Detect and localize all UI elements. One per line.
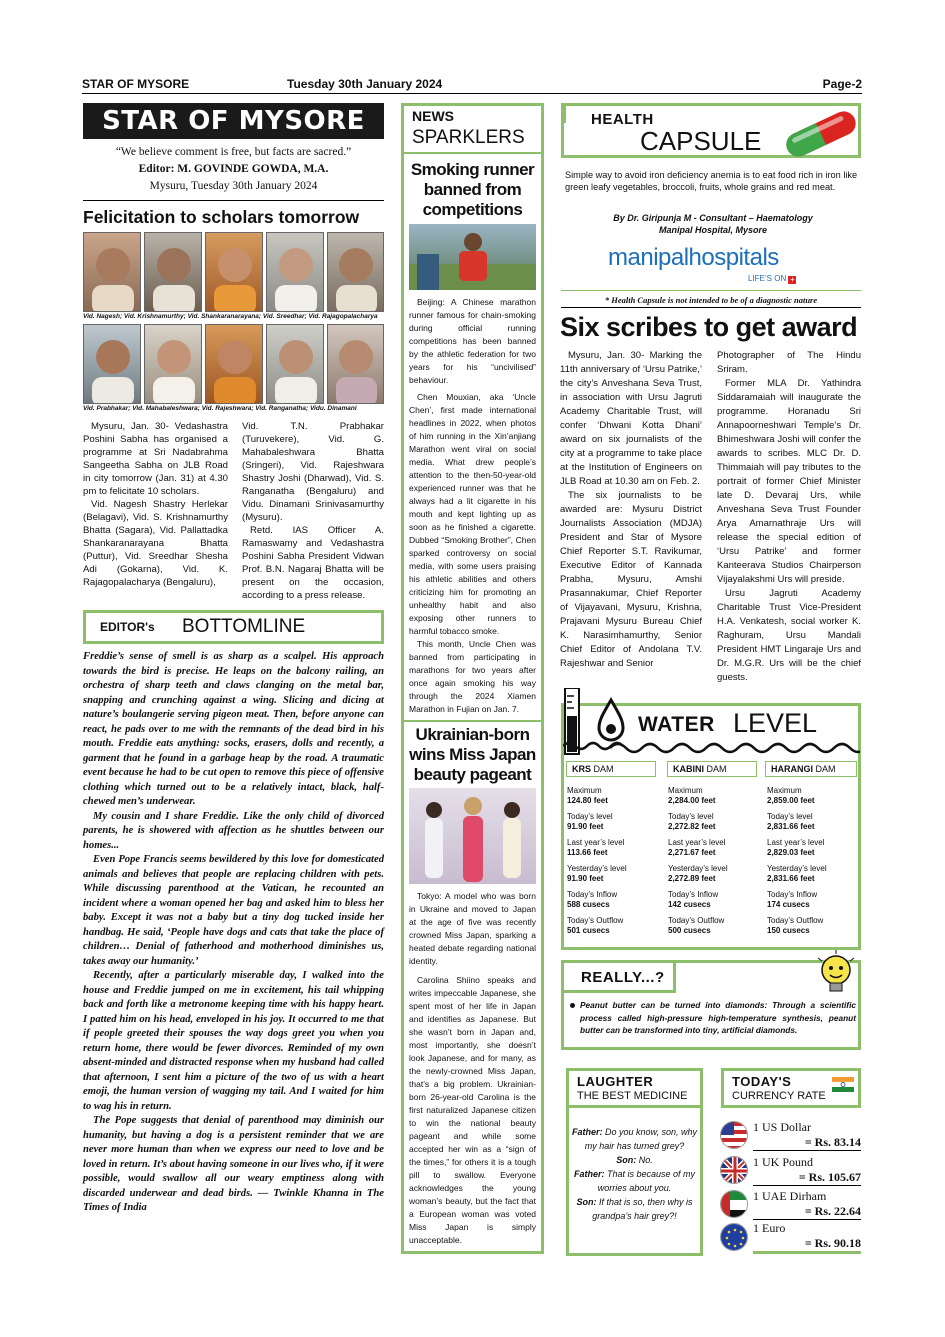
- paragraph: This month, Uncle Chen was banned from participating in marathons for two years after once again smoking his way through the 2024 Xiamen Marathon in Fujian on Jan. 7.: [409, 639, 536, 714]
- dam-suffix: DAM: [706, 764, 727, 774]
- capsule-label: CAPSULE: [640, 126, 762, 156]
- line-text: Do you know, son, why my hair has turned grey?: [584, 1127, 698, 1151]
- rate-usd: [753, 1120, 861, 1151]
- scholar-photo: [144, 324, 202, 404]
- scribes-body-col2: [717, 349, 861, 685]
- stat-value: 174 cusecs: [767, 900, 810, 909]
- manipal-logo: manipalhospitals: [608, 244, 779, 271]
- sparklers-label: SPARKLERS: [412, 127, 525, 148]
- stat-value: 2,831.66 feet: [767, 874, 815, 883]
- krs-dam-tag: [566, 761, 656, 777]
- dam-suffix: DAM: [815, 764, 836, 774]
- stat-label: Maximum: [668, 786, 703, 795]
- currency-value: = Rs. 90.18: [753, 1236, 861, 1254]
- plus-icon: +: [790, 275, 795, 284]
- stat-label: Yesterday’s level: [767, 864, 827, 873]
- tagline-text: LIFE’S ON: [748, 274, 787, 283]
- currency-value: = Rs. 83.14: [753, 1135, 861, 1151]
- masthead-motto: “We believe comment is free, but facts are sacred.”: [115, 146, 352, 158]
- speaker: Son:: [576, 1197, 597, 1207]
- stat-label: Yesterday’s level: [668, 864, 728, 873]
- health-corner-decor: [563, 103, 585, 123]
- miss-japan-photo: [409, 788, 536, 884]
- speaker: Son:: [616, 1155, 637, 1165]
- line-text: That is because of my worries about you.: [597, 1169, 696, 1193]
- photo-caption-row1: Vid. Nagesh; Vid. Krishnamurthy; Vid. Shankaranarayana; Vid. Sreedhar; Vid. Rajagopalacharya: [83, 313, 378, 320]
- currency-label: TODAY'S: [732, 1074, 792, 1089]
- editors-bottomline-box: [83, 610, 384, 644]
- stat-label: Last year’s level: [567, 838, 625, 847]
- level-label: LEVEL: [733, 708, 818, 738]
- line-text: No.: [638, 1155, 653, 1165]
- paragraph: Chen Mouxian, aka ‘Uncle Chen’, first made international headlines in 2022, when photos of him running in the Xin’anjiang Marathon went viral on social media. What drew people’s attention to the then-50-year-old experienced runner was that he always had a lit cigarette in his mouth and kept lighting up as soon as he finished a cigarette. Dubbed “Smoking Brother”, Chen sparked controversy on social media, with some users praising his athletic abilities and others criticizing him for promoting an unhealthy habit and also exposing other runners to harmful tobacco smoke.: [409, 392, 536, 636]
- uk-flag-icon: [720, 1156, 748, 1184]
- scholar-photo: [83, 324, 141, 404]
- paragraph: Vid. Nagesh Shastry Herlekar (Belagavi), Vid. S. Krishnamurthy Bhatta (Sagara), Vid. Pallattadka Shankaranarayana Bhatta (Puttur), Vid. Sreedhar Shesha Adi (Gokarna), Vid. K. Rajagopalacharya (Bengaluru),: [83, 499, 228, 588]
- bullet-dot: [570, 1003, 575, 1008]
- felicitation-body-col1: [83, 420, 228, 589]
- page-header: [82, 76, 862, 94]
- laughter-label: LAUGHTER: [577, 1074, 654, 1089]
- editors-bottomline-body: [83, 650, 384, 1216]
- stat-value: 588 cusecs: [567, 900, 610, 909]
- scholar-photo: [83, 232, 141, 312]
- stat-label: Today’s Outflow: [767, 916, 824, 925]
- stat-value: 2,859.00 feet: [767, 796, 815, 805]
- paragraph: Freddie’s sense of smell is as sharp as a scalpel. His approach towards the bird is precise. He leaps on the balcony railing, an orchestra of sharp teeth and claws clanging on the metal bar, snapping and crunching against a wing. Slicing and dicing at nature’s boulangerie serving pigeon meat. Then, before anyone can react, he pads over to me with the remnants of the dead bird in his mouth. Freddie eats anything: socks, erasers, dolls and recently, a garment that he found in a garbage heap by the road. A traumatic event because he had to be cut open to remove this piece of offensive clothing which turned out to be a relatively intact, black, half-chewed men’s underwear.: [83, 651, 384, 807]
- lightbulb-icon: [812, 950, 860, 998]
- paragraph: Tokyo: A model who was born in Ukraine and moved to Japan at the age of five was recently crowned Miss Japan, sparking a heated debate regarding national identity.: [409, 891, 536, 966]
- stat-label: Today’s Outflow: [567, 916, 624, 925]
- scholar-photo: [144, 232, 202, 312]
- news-sparklers-header: [404, 106, 541, 154]
- stat-label: Today’s Inflow: [567, 890, 618, 899]
- stat-value: 2,271.67 feet: [668, 848, 716, 857]
- stat-label: Last year’s level: [668, 838, 726, 847]
- speaker: Father:: [573, 1169, 605, 1179]
- health-byline: [565, 212, 861, 236]
- rate-gbp: [753, 1155, 861, 1186]
- speaker: Father:: [571, 1127, 603, 1137]
- bottomline-label: BOTTOMLINE: [182, 616, 306, 637]
- smoking-runner-body: [409, 296, 536, 716]
- harangi-dam-tag: [765, 761, 857, 777]
- news-label: NEWS: [412, 108, 454, 124]
- smoking-runner-headline: Smoking runner banned from competitions: [410, 160, 535, 219]
- masthead-title: STAR OF MYSORE: [83, 103, 384, 139]
- stat-value: 501 cusecs: [567, 926, 610, 935]
- header-date: Tuesday 30th January 2024: [287, 77, 443, 91]
- miss-japan-headline: Ukrainian-born wins Miss Japan beauty pageant: [409, 725, 536, 784]
- currency-value: = Rs. 105.67: [753, 1170, 861, 1186]
- paragraph: Vid. T.N. Prabhakar (Turuvekere), Vid. G. Mahabaleshwara Bhatta (Sringeri), Vid. Rajeshwara Shastry Joshi (Dharwad), Vid. S. Ranganatha (Bengaluru) and Vidu. Dinamani Srinivasamurthy (Mysuru).: [242, 421, 384, 523]
- stat-label: Today’s level: [567, 812, 613, 821]
- paragraph: Retd. IAS Officer A. Ramaswamy and Vedashastra Poshini Sabha President Vidwan Prof. B.N. Nagaraj Bhatta will be present on the occasion, according to a press release.: [242, 525, 384, 601]
- health-disclaimer: * Health Capsule is not intended to be of a diagnostic nature: [604, 295, 818, 305]
- miss-japan-body: [409, 890, 536, 1247]
- stat-label: Yesterday’s level: [567, 864, 627, 873]
- stat-label: Maximum: [567, 786, 602, 795]
- stat-value: 91.90 feet: [567, 822, 604, 831]
- byline-doctor: By Dr. Giripunja M - Consultant – Haematology: [613, 213, 813, 223]
- paragraph: Beijing: A Chinese marathon runner famous for chain-smoking during official running competitions has been banned by the athletic federation for two years for his “uncivilised” behaviour.: [409, 297, 536, 385]
- paragraph: Ursu Jagruti Academy Charitable Trust Vice-President H.A. Venkatesh, social worker K. Raghuram, Ursu Mandali President HMT Lingaraje Urs and Dr. M.G.R. Urs will be the chief guests.: [717, 588, 861, 683]
- paragraph: Former MLA Dr. Yathindra Siddaramaiah will inaugurate the programme. Horanadu Sri Annapoorneshwari Temple’s Dr. Bhimeshwara Joshi will confer the awards to scribes. MLC Dr. D. Thimmaiah will pay tributes to the portrait of former Chief Minister late D. Devaraj Urs, while Anveshana Seva Trust Founder Arya Amarnathraje Urs will release the special edition of ‘Ursu Patrike’ and former Kanteerava Studios Chairperson Vijayalakshmi Urs will preside.: [717, 378, 861, 585]
- paragraph: The Pope suggests that denial of parenthood may diminish our humanity, but having a dog is a persistent reminder that we are never more human than when we express our need to love and be loved in return. It’s about having someone in our lives who, if it were possible, would swallow all our weary emptiness along with discarded underwear and dead birds. — Twinkle Khanna in The Times of India: [83, 1115, 384, 1213]
- felicitation-body-col2: [242, 420, 384, 602]
- manipal-tagline: [748, 274, 796, 284]
- india-flag-icon: [832, 1073, 856, 1097]
- water-wave-decor: [610, 740, 860, 754]
- harangi-dam-stats: [767, 786, 859, 936]
- dialogue-line: [566, 1153, 703, 1167]
- us-flag-icon: [720, 1121, 748, 1149]
- capsule-pill-icon: [778, 108, 864, 160]
- currency-unit: 1 UAE Dirham: [753, 1189, 827, 1203]
- scholar-photo: [327, 232, 384, 312]
- dam-name: HARANGI: [771, 764, 813, 774]
- laughter-dialogue: [566, 1125, 703, 1223]
- dialogue-line: [566, 1195, 703, 1223]
- really-label-box: [561, 960, 676, 993]
- stat-label: Today’s level: [767, 812, 813, 821]
- stat-value: 2,272.89 feet: [668, 874, 716, 883]
- dam-name: KABINI: [673, 764, 704, 774]
- rate-aed: [753, 1189, 861, 1220]
- eu-flag-icon: [720, 1223, 748, 1251]
- stat-value: 2,829.03 feet: [767, 848, 815, 857]
- masthead-block: [83, 144, 384, 195]
- stat-value: 2,831.66 feet: [767, 822, 815, 831]
- scribes-headline: Six scribes to get award: [560, 312, 858, 342]
- health-label: HEALTH: [591, 111, 654, 128]
- uae-flag-icon: [720, 1190, 748, 1218]
- stat-value: 124.80 feet: [567, 796, 608, 805]
- byline-hospital: Manipal Hospital, Mysore: [658, 225, 768, 235]
- laughter-sublabel: THE BEST MEDICINE: [577, 1090, 688, 1102]
- masthead-editor: Editor: M. GOVINDE GOWDA, M.A.: [138, 163, 329, 175]
- really-text: Peanut butter can be turned into diamonds: Through a scientific process called high-pressure high-temperature synthesis, peanut butter can be transformed into tiny, artificial diamonds.: [580, 1000, 856, 1035]
- stat-label: Today’s Inflow: [767, 890, 818, 899]
- paragraph: Mysuru, Jan. 30- Vedashastra Poshini Sabha has organised a programme at Sri Nadabrahma Sangeetha Sabha on JLB Road in city tomorrow (Jan. 31) at 4.30 pm to felicitate 10 scholars.: [83, 421, 228, 497]
- paragraph: Photographer of The Hindu Sriram.: [717, 350, 861, 375]
- krs-dam-stats: [567, 786, 663, 936]
- paragraph: The six journalists to be awarded are: Mysuru District Journalists Association (MDJA) President and Star of Mysore Chief Reporter S.T. Ravikumar, Executive Editor of Kannada Prabha, Mysuru, Amshi Prasannakumar, Chief Reporter of Vijayavani, Mysuru, Krishna, Prajavani Mysuru Bureau Chief K. Narasimhamurthy, Senior Chief Editor of Andolana T.V. Rajeshwar and Senior: [560, 490, 702, 669]
- stat-value: 142 cusecs: [668, 900, 711, 909]
- photo-caption-row2: Vid. Prabhakar; Vid. Mahabaleshwara; Vid. Rajeshwara; Vid. Ranganatha; Vidu. Dinamani: [83, 405, 357, 412]
- currency-unit: 1 Euro: [753, 1221, 786, 1235]
- stat-label: Last year’s level: [767, 838, 825, 847]
- runner-photo: [409, 224, 536, 290]
- currency-sublabel: CURRENCY RATE: [732, 1090, 826, 1102]
- scholar-photo: [327, 324, 384, 404]
- header-page-number: Page-2: [822, 77, 862, 91]
- stat-label: Today’s Inflow: [668, 890, 719, 899]
- felicitation-headline: Felicitation to scholars tomorrow: [83, 207, 360, 227]
- paragraph: Carolina Shiino speaks and writes impeccable Japanese, she spent most of her life in Japan and identifies as Japanese. But she wasn’t born in Japan and, most importantly, she doesn’t look Japanese, and for many, as the newly-crowned Miss Japan, that’s a big problem. Ukrainian-born 26-year-old Carolina is the first naturalized Japanese citizen to win the national beauty pageant and while some accepted her win as a “sign of the times,” for others it is a tough pill to swallow. Everyone acknowledges the young woman’s beauty, but the fact that a European woman was voted Miss Japan is simply unacceptable.: [409, 975, 536, 1245]
- kabini-dam-tag: [667, 761, 757, 777]
- currency-unit: 1 UK Pound: [753, 1155, 814, 1169]
- dialogue-line: [566, 1167, 703, 1195]
- paragraph: Recently, after a particularly miserable day, I walked into the house and Freddie jumped on me in excitement, his tail whipping back and forth like a metronome keeping time with his happy heart. I patted him on his head, enveloped in his joy. It occurred to me that if people greeted their spouses the way dogs greet you when you return home, there would be fewer divorces. Reminded of my own absent-minded and distracted response when my husband had called that afternoon, I sent him a picture of the two of us with a heart emoji, the human version of wagging my tail. And I waited for him to wag his in return.: [83, 970, 384, 1112]
- scholar-photo: [266, 232, 324, 312]
- stat-label: Today’s Outflow: [668, 916, 725, 925]
- stat-value: 91.90 feet: [567, 874, 604, 883]
- dam-suffix: DAM: [593, 764, 614, 774]
- masthead-dateline: Mysuru, Tuesday 30th January 2024: [149, 180, 318, 192]
- currency-value: = Rs. 22.64: [753, 1204, 861, 1220]
- stat-value: 2,284.00 feet: [668, 796, 716, 805]
- stat-value: 150 cusecs: [767, 926, 810, 935]
- scholar-photo: [205, 232, 263, 312]
- stat-label: Maximum: [767, 786, 802, 795]
- line-text: If that is so, then why is grandpa’s hair grey?!: [592, 1197, 693, 1221]
- dialogue-line: [566, 1125, 703, 1153]
- stat-value: 2,272.82 feet: [668, 822, 716, 831]
- dam-name: KRS: [572, 764, 592, 774]
- stat-label: Today’s level: [668, 812, 714, 821]
- paragraph: Even Pope Francis seems bewildered by this love for domesticated animals and believes that people are replacing children with pets. While discussing parenthood at the Vatican, he recounted an incident where a woman opened her bag and asked him to bless her baby. Except it was not a baby but a tiny dog tucked inside her handbag. He said, ‘People have dogs and cats that take the place of children… Denial of fatherhood and motherhood diminishes us, takes away our humanity.’: [83, 854, 384, 967]
- stat-value: 113.66 feet: [567, 848, 608, 857]
- scribes-body-col1: [560, 349, 702, 671]
- scholar-photo: [266, 324, 324, 404]
- health-capsule-text: Simple way to avoid iron deficiency anemia is to eat food rich in iron like green leafy vegetables, broccoli, fruits, whole grains and red meat.: [565, 170, 858, 192]
- currency-unit: 1 US Dollar: [753, 1120, 811, 1134]
- laughter-header: [566, 1068, 703, 1108]
- scholar-photo: [205, 324, 263, 404]
- stat-value: 500 cusecs: [668, 926, 711, 935]
- kabini-dam-stats: [668, 786, 764, 936]
- paragraph: My cousin and I share Freddie. Like the only child of divorced parents, he is showered with affection as he shuttles between our homes...: [83, 810, 384, 851]
- paragraph: Mysuru, Jan. 30- Marking the 11th anniversary of ‘Ursu Patrike,’ the city’s Anveshana Seva Trust, in association with Ursu Jagruti Academy Charitable Trust, will confer ‘Dhwani Kotta Dhani’ award on six journalists of the city at a programme to take place at the Institution of Engineers on JLB Road at 10.30 am on Feb. 2.: [560, 350, 702, 487]
- rate-eur: [753, 1221, 861, 1254]
- header-paper-name: STAR OF MYSORE: [82, 77, 190, 91]
- editors-label: EDITOR's: [100, 620, 155, 634]
- really-label: REALLY...?: [581, 969, 665, 986]
- water-label: WATER: [638, 713, 715, 736]
